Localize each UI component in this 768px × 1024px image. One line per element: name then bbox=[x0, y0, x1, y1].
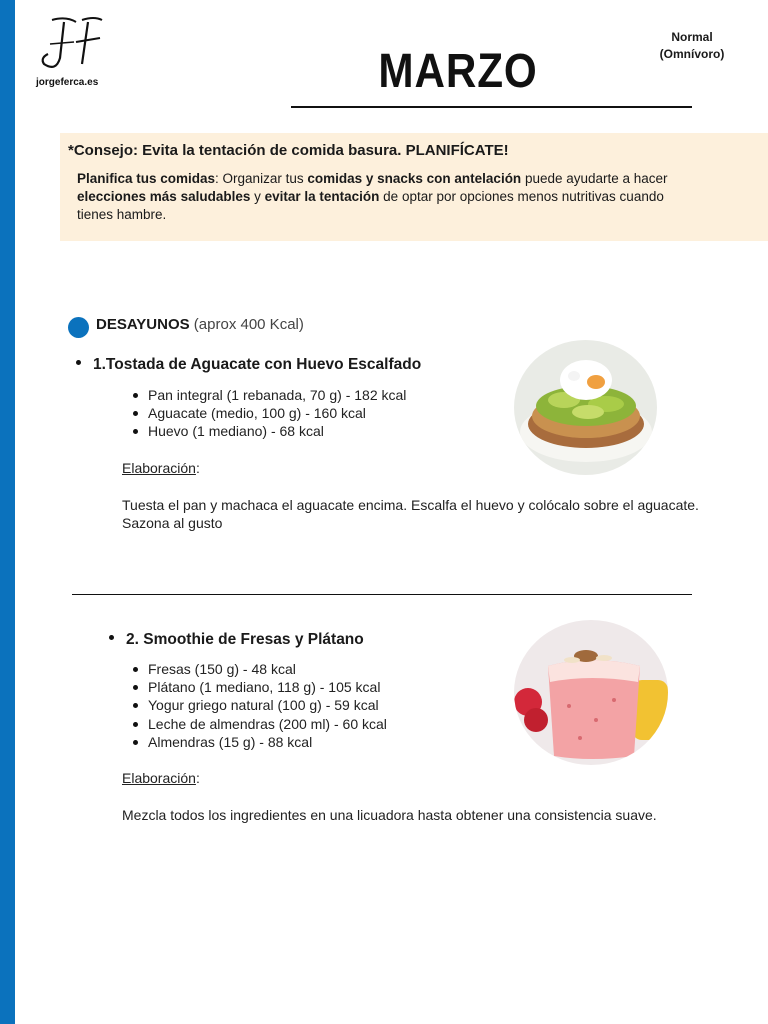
title-underline bbox=[291, 106, 692, 108]
avocado-toast-photo bbox=[514, 340, 657, 475]
tip-body bbox=[77, 170, 677, 224]
bullet-icon bbox=[76, 360, 81, 365]
elaboration-colon: : bbox=[195, 770, 200, 786]
tip-box bbox=[60, 133, 768, 241]
tip-strong-4: evitar la tentación bbox=[264, 189, 380, 204]
ingredient-list bbox=[133, 386, 406, 441]
section-title bbox=[96, 316, 304, 333]
tip-strong-1: Planifica tus comidas bbox=[77, 171, 216, 186]
tip-heading: *Consejo: Evita la tentación de comida basura. PLANIFÍCATE! bbox=[68, 142, 509, 159]
section-title-label: DESAYUNOS bbox=[96, 316, 190, 333]
ingredient-item: Fresas (150 g) - 48 kcal bbox=[133, 660, 387, 678]
bullet-icon bbox=[109, 635, 114, 640]
recipe-title bbox=[76, 356, 421, 374]
section-kcal: (aprox 400 Kcal) bbox=[189, 316, 304, 333]
section-bullet-icon bbox=[68, 317, 89, 338]
tip-strong-2: comidas y snacks con antelación bbox=[307, 171, 522, 186]
page-title: MARZO bbox=[378, 45, 538, 98]
ingredient-item: Almendras (15 g) - 88 kcal bbox=[133, 733, 387, 751]
ingredient-item: Leche de almendras (200 ml) - 60 kcal bbox=[133, 715, 387, 733]
ingredient-item: Aguacate (medio, 100 g) - 160 kcal bbox=[133, 404, 406, 422]
elaboration-label bbox=[122, 770, 200, 786]
elaboration-text: Mezcla todos los ingredientes en una licuadora hasta obtener una consistencia suave. bbox=[122, 807, 657, 823]
smoothie-photo bbox=[514, 620, 668, 765]
tip-text-2: puede ayudarte a hacer bbox=[521, 171, 668, 186]
side-accent-bar bbox=[0, 0, 15, 1024]
elaboration-label-text: Elaboración bbox=[122, 770, 196, 786]
recipe-title-text: 2. Smoothie de Fresas y Plátano bbox=[126, 631, 364, 648]
tip-text-4: de optar por opciones menos nutritivas cuando tienes hambre. bbox=[77, 189, 664, 222]
elaboration-colon: : bbox=[195, 460, 200, 476]
jf-logo-icon bbox=[36, 14, 116, 74]
diet-type bbox=[640, 29, 744, 63]
elaboration-label bbox=[122, 460, 200, 476]
tip-text-3: y bbox=[250, 189, 265, 204]
section-divider bbox=[72, 594, 692, 595]
ingredient-item: Huevo (1 mediano) - 68 kcal bbox=[133, 422, 406, 440]
tip-strong-3: elecciones más saludables bbox=[77, 189, 251, 204]
ingredient-list bbox=[133, 660, 387, 751]
ingredient-item: Plátano (1 mediano, 118 g) - 105 kcal bbox=[133, 678, 387, 696]
recipe-title-text: 1.Tostada de Aguacate con Huevo Escalfado bbox=[93, 356, 422, 373]
site-name: jorgeferca.es bbox=[36, 77, 99, 88]
elaboration-text: Tuesta el pan y machaca el aguacate encima. Escalfa el huevo y colócalo sobre el aguacate. Sazona al gusto bbox=[122, 497, 699, 531]
tip-text-1: : Organizar tus bbox=[215, 171, 308, 186]
diet-type-line1: Normal bbox=[671, 30, 713, 44]
ingredient-item: Yogur griego natural (100 g) - 59 kcal bbox=[133, 696, 387, 714]
recipe-title bbox=[109, 631, 364, 649]
diet-type-line2: (Omnívoro) bbox=[659, 47, 725, 61]
ingredient-item: Pan integral (1 rebanada, 70 g) - 182 kcal bbox=[133, 386, 406, 404]
elaboration-label-text: Elaboración bbox=[122, 460, 196, 476]
